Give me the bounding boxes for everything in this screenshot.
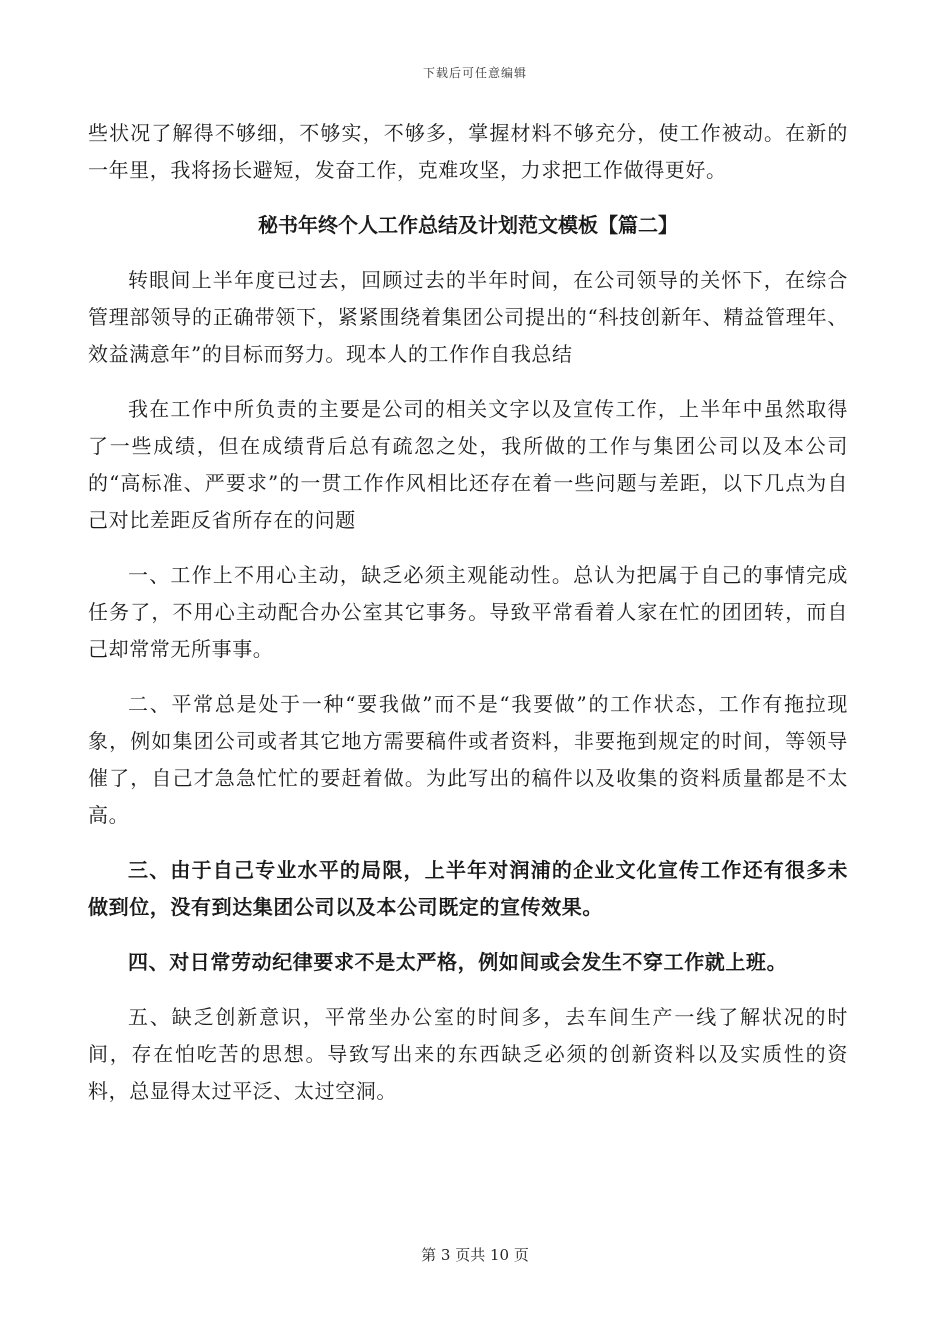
paragraph-issue-5: 五、缺乏创新意识，平常坐办公室的时间多，去车间生产一线了解状况的时间，存在怕吃苦的思想。导致写出来的东西缺乏必须的创新资料以及实质性的资料，总显得太过平泛、太过空洞。 — [88, 1005, 848, 1103]
paragraph-issue-2: 二、平常总是处于一种“要我做”而不是“我要做”的工作状态，工作有拖拉现象，例如集团公司或者其它地方需要稿件或者资料，非要拖到规定的时间，等领导催了，自己才急急忙忙的要赶着做。为此写出的稿件以及收集的资料质量都是不太高。 — [88, 692, 848, 827]
page-header: 下载后可任意编辑 — [422, 66, 527, 80]
document-body — [88, 115, 848, 1128]
page-number: 第 3 页共 10 页 — [421, 1246, 529, 1264]
paragraph-issue-3: 三、由于自己专业水平的局限，上半年对润浦的企业文化宣传工作还有很多未做到位，没有到达集团公司以及本公司既定的宣传效果。 — [88, 858, 848, 919]
section-title: 秘书年终个人工作总结及计划范文模板【篇二】 — [258, 213, 678, 237]
paragraph-intro: 转眼间上半年度已过去，回顾过去的半年时间，在公司领导的关怀下，在综合管理部领导的正确带领下，紧紧围绕着集团公司提出的“科技创新年、精益管理年、效益满意年”的目标而努力。现本人的工作作自我总结 — [88, 268, 848, 366]
paragraph-issue-4: 四、对日常劳动纪律要求不是太严格，例如间或会发生不穿工作就上班。 — [128, 950, 788, 974]
continuation-paragraph: 些状况了解得不够细，不够实，不够多，掌握材料不够充分，使工作被动。在新的一年里，我将扬长避短，发奋工作，克难攻坚，力求把工作做得更好。 — [88, 121, 848, 182]
paragraph-responsibilities: 我在工作中所负责的主要是公司的相关文字以及宣传工作，上半年中虽然取得了一些成绩，但在成绩背后总有疏忽之处，我所做的工作与集团公司以及本公司的“高标准、严要求”的一贯工作作风相比还存在着一些问题与差距，以下几点为自己对比差距反省所存在的问题 — [88, 397, 848, 532]
paragraph-issue-1: 一、工作上不用心主动，缺乏必须主观能动性。总认为把属于自己的事情完成任务了，不用心主动配合办公室其它事务。导致平常看着人家在忙的团团转，而自己却常常无所事事。 — [88, 563, 848, 661]
